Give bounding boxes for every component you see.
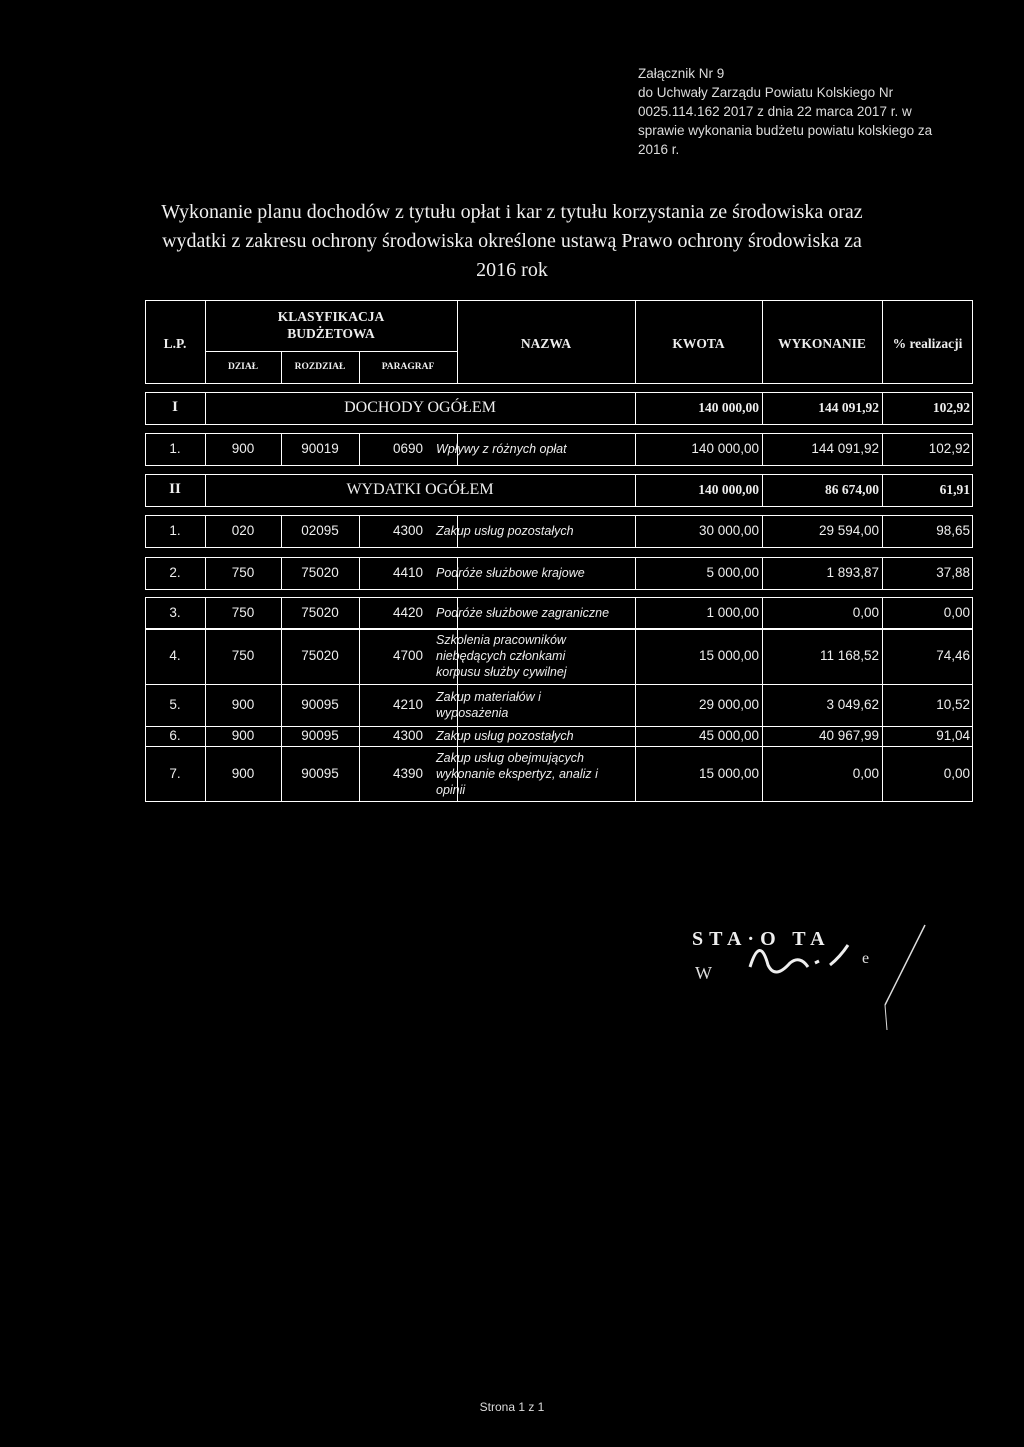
stamp-mark: W (695, 963, 712, 983)
table-border (145, 628, 973, 629)
table-border (145, 597, 973, 598)
row-wykonanie: 1 893,87 (826, 565, 879, 580)
row-nazwa: Podróże służbowe zagraniczne (436, 606, 610, 620)
table-border (972, 746, 973, 801)
table-border (972, 433, 973, 465)
row-procent: 37,88 (936, 565, 970, 580)
row-paragraf: 4410 (392, 565, 424, 580)
table-border (972, 726, 973, 746)
row-dzial: 750 (231, 565, 255, 580)
table-border (145, 547, 973, 548)
page-footer: Strona 1 z 1 (479, 1400, 545, 1414)
row-nazwa: Zakup materiałów i (436, 690, 541, 704)
row-procent: 74,46 (936, 648, 970, 663)
header-classification-line: BUDŻETOWA (287, 326, 375, 341)
stamp-mark: e (862, 950, 870, 967)
total-wykonanie: 86 674,00 (825, 482, 879, 497)
row-kwota: 5 000,00 (706, 565, 759, 580)
row-paragraf: 4700 (392, 648, 424, 663)
table-border (145, 433, 973, 434)
row-procent: 102,92 (928, 441, 970, 456)
row-nazwa: niebędących członkami (436, 649, 566, 663)
row-nazwa: Szkolenia pracowników (436, 633, 566, 647)
title-line: wydatki z zakresu ochrony środowiska określone ustawą Prawo ochrony środowiska za (162, 230, 862, 252)
row-dzial: 900 (231, 697, 255, 712)
table-border (145, 300, 973, 301)
header-realizacja: % realizacji (892, 336, 963, 351)
table-border (145, 746, 973, 747)
row-rozdzial: 90019 (301, 441, 339, 456)
row-nazwa: wykonanie ekspertyz, analiz i (436, 766, 598, 781)
header-classification (205, 308, 457, 342)
row-nazwa: Podróże służbowe krajowe (436, 566, 585, 580)
row-kwota: 15 000,00 (698, 765, 759, 781)
row-procent: 0,00 (943, 765, 970, 781)
table-border (145, 392, 973, 393)
header-lp: L.P. (163, 336, 187, 351)
table-border (972, 392, 973, 424)
row-rozdzial: 75020 (301, 565, 339, 580)
row-kwota: 30 000,00 (698, 523, 759, 538)
row-lp: 3. (169, 605, 181, 620)
row-wykonanie: 11 168,52 (819, 648, 879, 663)
table-border (145, 515, 973, 516)
signature-stroke-icon (885, 925, 925, 1005)
row-paragraf: 4390 (392, 765, 424, 781)
annex-note (638, 64, 978, 159)
table-border (145, 726, 973, 727)
total-procent: 61,91 (939, 482, 970, 497)
row-lp: 7. (169, 765, 181, 781)
row-lp: 1. (169, 523, 181, 538)
row-rozdzial: 90095 (301, 728, 339, 743)
row-wykonanie: 0,00 (852, 765, 879, 781)
row-lp: 1. (169, 441, 181, 456)
row-rozdzial: 90095 (301, 765, 339, 781)
row-kwota: 1 000,00 (706, 605, 759, 620)
row-lp: 2. (169, 565, 181, 580)
total-label: DOCHODY OGÓŁEM (344, 399, 496, 416)
page-title (40, 198, 984, 285)
table-border (972, 628, 973, 684)
annex-line: sprawie wykonania budżetu powiatu kolskiego za (638, 123, 933, 138)
table-border (145, 629, 973, 630)
row-dzial: 900 (231, 728, 255, 743)
header-wykonanie: WYKONANIE (778, 336, 866, 351)
row-rozdzial: 02095 (301, 523, 339, 538)
row-procent: 91,04 (936, 728, 970, 743)
row-kwota: 29 000,00 (698, 697, 759, 712)
header-dzial: DZIAŁ (227, 362, 259, 372)
header-kwota: KWOTA (672, 336, 725, 351)
row-nazwa: opinii (436, 782, 466, 797)
total-wykonanie: 144 091,92 (818, 400, 879, 415)
stamp-text: STA·O TA (692, 928, 831, 950)
row-dzial: 900 (231, 441, 255, 456)
table-border (145, 424, 973, 425)
row-paragraf: 0690 (392, 441, 424, 456)
row-procent: 10,52 (936, 697, 970, 712)
table-border (972, 684, 973, 726)
table-border (145, 801, 973, 802)
row-paragraf: 4300 (392, 523, 424, 538)
row-nazwa: Wpływy z różnych opłat (436, 442, 567, 456)
table-border (145, 383, 973, 384)
row-wykonanie: 144 091,92 (811, 441, 879, 456)
table-border (972, 557, 973, 589)
row-nazwa: korpusu służby cywilnej (436, 665, 567, 679)
official-stamp (680, 905, 950, 1035)
total-lp: II (169, 481, 181, 497)
row-nazwa: Zakup usług pozostałych (436, 729, 574, 743)
row-dzial: 750 (231, 648, 255, 663)
table-border (145, 465, 973, 466)
table-border (972, 474, 973, 506)
row-wykonanie: 3 049,62 (826, 697, 879, 712)
row-nazwa: Zakup usług obejmujących (436, 750, 584, 765)
row-rozdzial: 90095 (301, 697, 339, 712)
total-kwota: 140 000,00 (698, 400, 759, 415)
header-paragraf: PARAGRAF (381, 362, 435, 372)
row-rozdzial: 75020 (301, 648, 339, 663)
total-label: WYDATKI OGÓŁEM (346, 481, 494, 498)
row-rozdzial: 75020 (301, 605, 339, 620)
annex-line: do Uchwały Zarządu Powiatu Kolskiego Nr (638, 85, 894, 100)
annex-line: 0025.114.162 2017 z dnia 22 marca 2017 r. w (638, 104, 912, 119)
row-lp: 6. (169, 728, 181, 743)
table-border (145, 684, 973, 685)
row-dzial: 900 (231, 765, 255, 781)
row-wykonanie: 0,00 (852, 605, 879, 620)
row-kwota: 45 000,00 (698, 728, 759, 743)
row-lp: 5. (169, 697, 181, 712)
header-rozdzial: ROZDZIAŁ (294, 362, 346, 372)
table-border (145, 506, 973, 507)
header-classification-line: KLASYFIKACJA (277, 309, 385, 324)
table-border (145, 589, 973, 590)
row-lp: 4. (169, 648, 181, 663)
row-wykonanie: 29 594,00 (818, 523, 879, 538)
table-border (145, 474, 973, 475)
title-line: Wykonanie planu dochodów z tytułu opłat i kar z tytułu korzystania ze środowiska oraz (161, 201, 863, 223)
row-paragraf: 4300 (392, 728, 424, 743)
annex-line: 2016 r. (638, 142, 680, 157)
total-kwota: 140 000,00 (698, 482, 759, 497)
annex-line: Załącznik Nr 9 (638, 66, 725, 81)
table-border (205, 351, 458, 352)
table-border (972, 515, 973, 547)
row-dzial: 750 (231, 605, 255, 620)
header-nazwa: NAZWA (520, 336, 572, 351)
row-wykonanie: 40 967,99 (818, 728, 879, 743)
table-border (972, 597, 973, 629)
row-paragraf: 4420 (392, 605, 424, 620)
title-line: 2016 rok (476, 259, 548, 281)
signature-stroke-icon (885, 1005, 887, 1030)
row-procent: 0,00 (943, 605, 970, 620)
row-kwota: 15 000,00 (698, 648, 759, 663)
row-dzial: 020 (231, 523, 255, 538)
row-paragraf: 4210 (392, 697, 424, 712)
row-nazwa: wyposażenia (436, 706, 509, 720)
row-procent: 98,65 (936, 523, 970, 538)
total-procent: 102,92 (932, 400, 970, 415)
table-border (145, 557, 973, 558)
row-kwota: 140 000,00 (691, 441, 759, 456)
total-lp: I (172, 399, 178, 415)
row-nazwa: Zakup usług pozostałych (436, 524, 574, 538)
